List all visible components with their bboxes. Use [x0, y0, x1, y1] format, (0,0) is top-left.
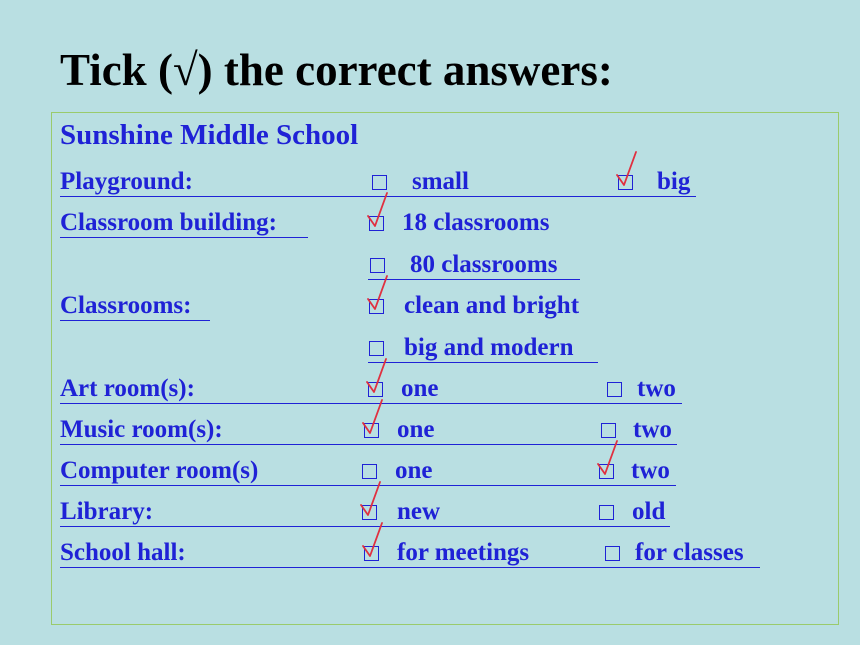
answer-checkbox[interactable] — [362, 464, 377, 479]
option-label[interactable]: clean and bright — [404, 292, 580, 319]
underline — [60, 444, 677, 445]
school-name: Sunshine Middle School — [60, 119, 359, 151]
underline — [368, 362, 598, 363]
answer-checkbox[interactable] — [362, 505, 377, 520]
option-label[interactable]: new — [397, 498, 441, 525]
answer-checkbox[interactable] — [607, 382, 622, 397]
row-label: Art room(s): — [60, 375, 195, 402]
underline — [60, 196, 696, 197]
underline — [60, 526, 670, 527]
row-label: School hall: — [60, 539, 186, 566]
option-label[interactable]: for meetings — [397, 539, 530, 566]
underline — [60, 567, 760, 568]
option-label[interactable]: two — [637, 375, 676, 402]
answer-checkbox[interactable] — [599, 464, 614, 479]
row-label: Music room(s): — [60, 416, 223, 443]
option-label[interactable]: big — [657, 168, 691, 195]
answer-checkbox[interactable] — [605, 546, 620, 561]
underline — [60, 485, 676, 486]
answer-checkbox[interactable] — [369, 299, 384, 314]
answer-checkbox[interactable] — [601, 423, 616, 438]
underline — [368, 279, 580, 280]
answer-checkbox[interactable] — [599, 505, 614, 520]
option-label[interactable]: two — [631, 457, 670, 484]
option-label[interactable]: big and modern — [404, 334, 574, 361]
underline — [60, 237, 308, 238]
option-label[interactable]: for classes — [635, 539, 744, 566]
option-label[interactable]: small — [412, 168, 469, 195]
answer-checkbox[interactable] — [369, 341, 384, 356]
answer-checkbox[interactable] — [364, 423, 379, 438]
row-label: Playground: — [60, 168, 193, 195]
option-label[interactable]: two — [633, 416, 672, 443]
answer-checkbox[interactable] — [370, 258, 385, 273]
page-title: Tick (√) the correct answers: — [60, 45, 613, 95]
option-label[interactable]: old — [632, 498, 666, 525]
answer-checkbox[interactable] — [364, 546, 379, 561]
answer-checkbox[interactable] — [372, 175, 387, 190]
answer-checkbox[interactable] — [368, 382, 383, 397]
option-label[interactable]: 18 classrooms — [402, 209, 550, 236]
row-label: Library: — [60, 498, 154, 525]
underline — [60, 403, 682, 404]
option-label[interactable]: one — [395, 457, 433, 484]
option-label[interactable]: 80 classrooms — [410, 251, 558, 278]
option-label[interactable]: one — [397, 416, 435, 443]
row-label: Classrooms: — [60, 292, 192, 319]
underline — [60, 320, 210, 321]
answer-checkbox[interactable] — [369, 216, 384, 231]
option-label[interactable]: one — [401, 375, 439, 402]
row-label: Computer room(s) — [60, 457, 259, 484]
answer-checkbox[interactable] — [618, 175, 633, 190]
row-label: Classroom building: — [60, 209, 277, 236]
